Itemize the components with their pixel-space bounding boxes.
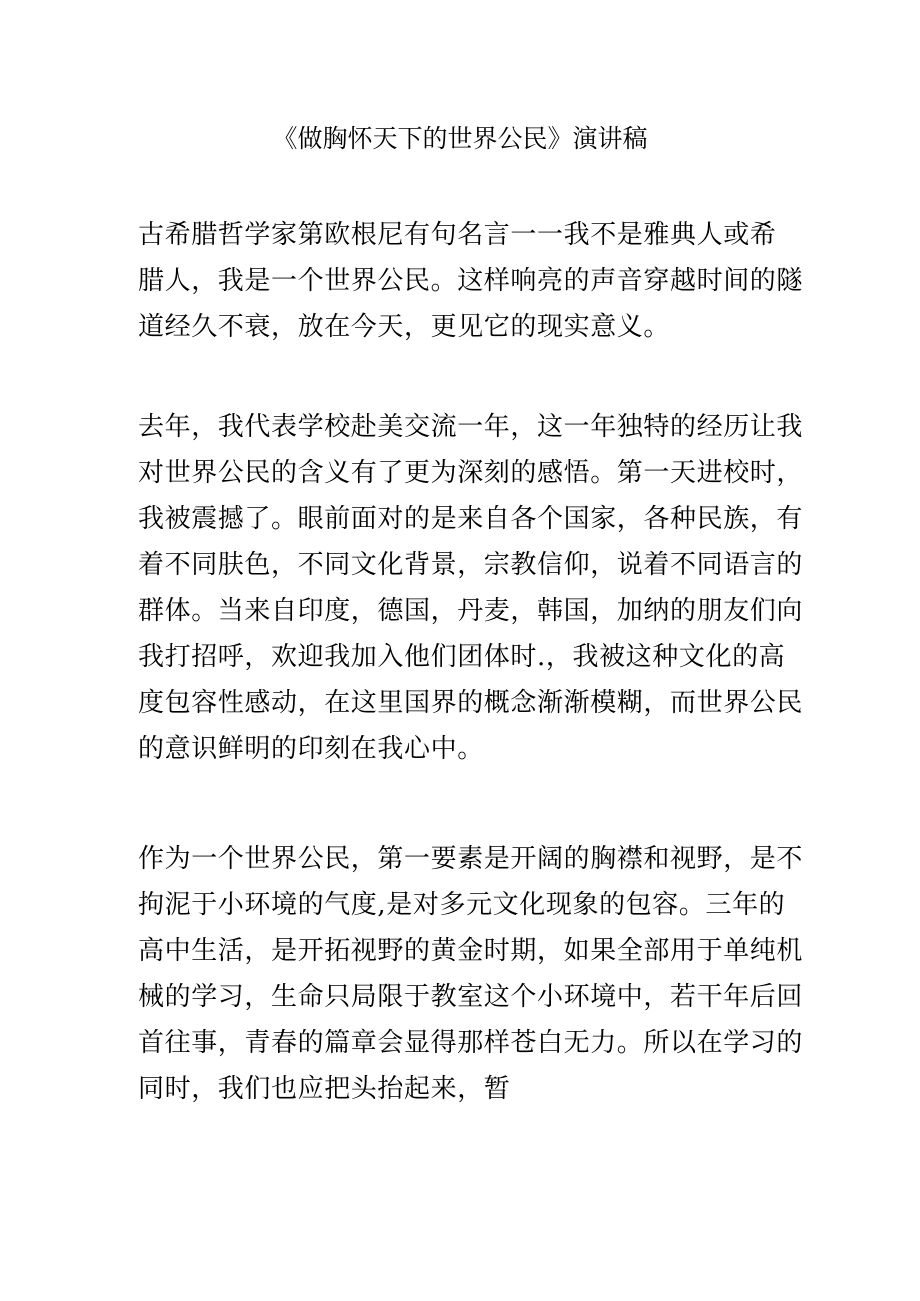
paragraph-line: 道经久不衰，放在今天，更见它的现实意义。 xyxy=(138,312,671,342)
paragraph-line: 的意识鲜明的印刻在我心中。 xyxy=(138,734,484,764)
paragraph-line: 首往事，青春的篇章会显得那样苍白无力。所以在学习的 xyxy=(138,1028,804,1058)
paragraph-line: 械的学习，生命只局限于教室这个小环境中，若干年后回 xyxy=(138,982,804,1012)
paragraph-line: 去年，我代表学校赴美交流一年，这一年独特的经历让我 xyxy=(138,412,804,442)
paragraph-line: 古希腊哲学家第欧根尼有句名言一一我不是雅典人或希 xyxy=(138,220,777,250)
paragraph-line: 群体。当来自印度，德国，丹麦，韩国，加纳的朋友们向 xyxy=(138,596,804,626)
paragraph-line: 着不同肤色，不同文化背景，宗教信仰，说着不同语言的 xyxy=(138,550,804,580)
paragraph-line: 我打招呼，欢迎我加入他们团体时.，我被这种文化的高 xyxy=(138,642,786,672)
document-title: 《做胸怀天下的世界公民》演讲稿 xyxy=(272,124,648,153)
paragraph-line: 腊人，我是一个世界公民。这样响亮的声音穿越时间的隧 xyxy=(138,266,804,296)
paragraph-line: 高中生活，是开拓视野的黄金时期，如果全部用于单纯机 xyxy=(138,936,804,966)
paragraph-line: 对世界公民的含义有了更为深刻的感悟。第一天进校时， xyxy=(138,458,804,488)
paragraph-line: 我被震撼了。眼前面对的是来自各个国家，各种民族，有 xyxy=(138,504,804,534)
paragraph-line: 作为一个世界公民，第一要素是开阔的胸襟和视野，是不 xyxy=(138,844,804,874)
paragraph-3 xyxy=(138,836,804,1112)
paragraph-line: 拘泥于小环境的气度,是对多元文化现象的包容。三年的 xyxy=(138,890,786,920)
paragraph-2 xyxy=(138,404,804,772)
paragraph-1 xyxy=(138,212,804,350)
paragraph-line: 同时，我们也应把头抬起来，暂 xyxy=(138,1074,511,1104)
paragraph-line: 度包容性感动，在这里国界的概念渐渐模糊，而世界公民 xyxy=(138,688,804,718)
